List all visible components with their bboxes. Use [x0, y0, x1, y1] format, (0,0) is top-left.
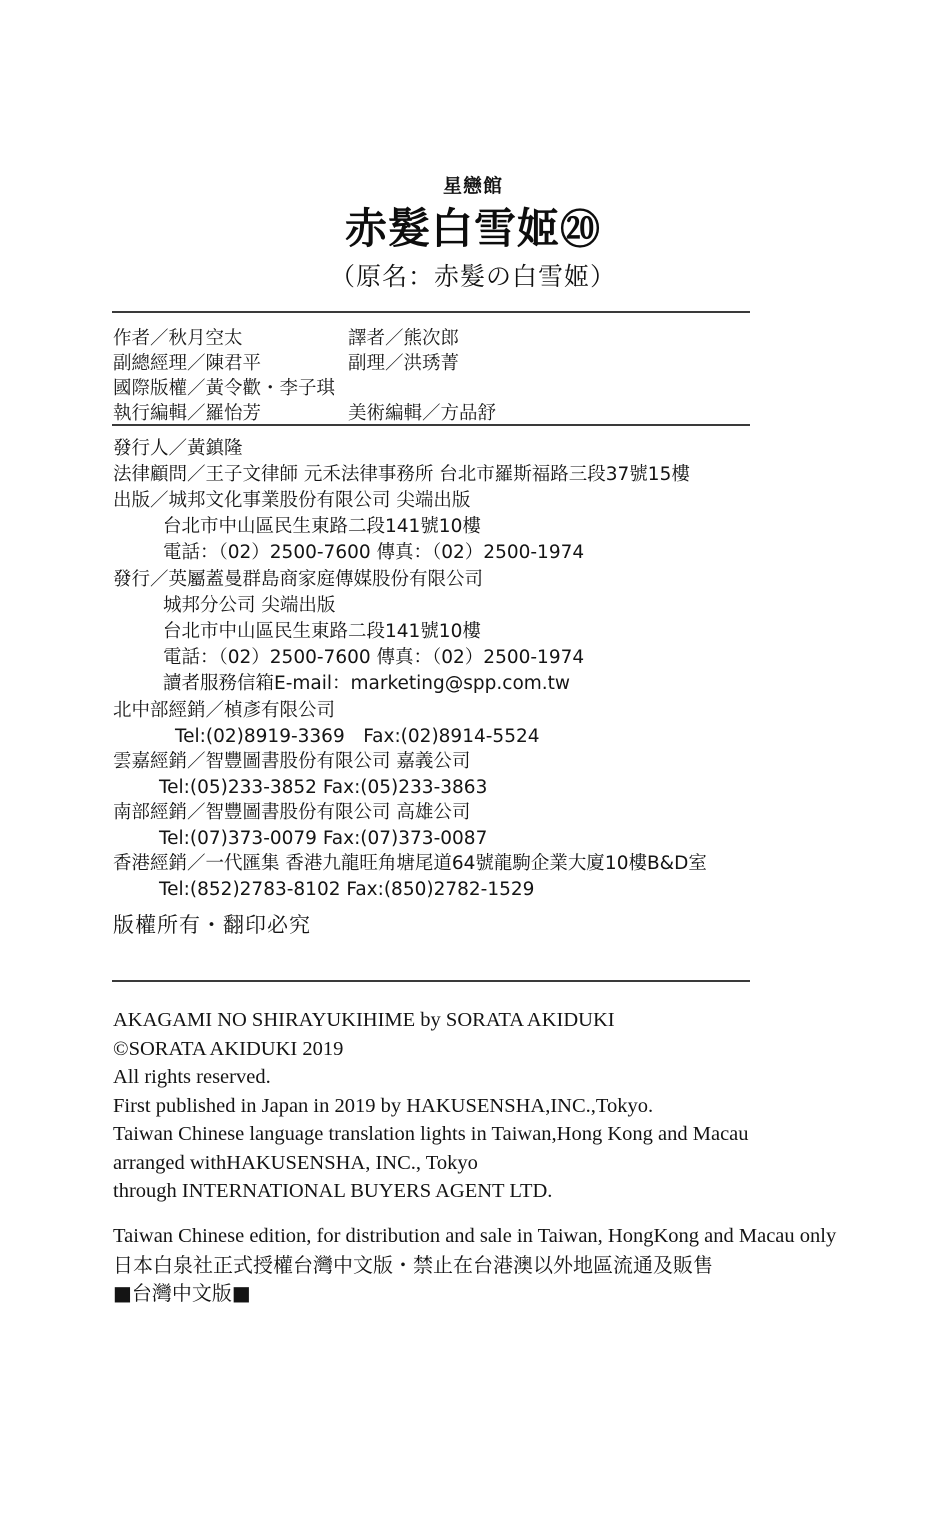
- original-title: （原名：赤髮の白雪姬）: [329, 262, 616, 292]
- imprint-label: 星戀館: [442, 175, 503, 197]
- volume-number: ⑳: [560, 206, 601, 253]
- distributor-phone-fax: 電話：（02）2500-7600 傳真：（02）2500-1974: [163, 647, 585, 668]
- rights-first-published: First published in Japan in 2019 by HAKUSENSHA,INC.,Tokyo.: [113, 1094, 654, 1117]
- credits-row: [113, 401, 496, 426]
- edition-block: [113, 1222, 836, 1308]
- agent-hongkong-contact: Tel:(852)2783-8102 Fax:(850)2782-1529: [159, 878, 535, 900]
- agent-hongkong-name: 香港經銷／一代匯集 香港九龍旺角塘尾道64號龍駒企業大廈10樓B&D室: [113, 853, 707, 874]
- credit-executive-editor: 執行編輯／羅怡芳: [113, 403, 262, 424]
- title-text: 赤髮白雪姬: [344, 203, 560, 253]
- distribution-block: [113, 567, 584, 697]
- agent-yunjia-contact: Tel:(05)233-3852 Fax:(05)233-3863: [159, 776, 488, 798]
- divider-bottom: [112, 980, 750, 982]
- agents-block: [113, 698, 707, 902]
- copyright-notice-block: [113, 913, 311, 938]
- edition-territory-en: Taiwan Chinese edition, for distribution and sale in Taiwan, HongKong and Macau only: [113, 1225, 837, 1247]
- credits-block: [113, 326, 496, 426]
- english-rights-block: [113, 1006, 749, 1206]
- agent-yunjia-name: 雲嘉經銷／智豐圖書股份有限公司 嘉義公司: [113, 751, 471, 772]
- publisher-block: [113, 436, 690, 566]
- edition-mark: ■台灣中文版■: [113, 1281, 251, 1305]
- rights-translation-territory: Taiwan Chinese language translation lights in Taiwan,Hong Kong and Macau: [113, 1123, 749, 1145]
- distributor-branch: 城邦分公司 尖端出版: [163, 595, 336, 616]
- publisher-address: 台北市中山區民生東路二段141號10樓: [163, 516, 481, 537]
- credits-row: [113, 326, 496, 351]
- publisher-company: 出版／城邦文化事業股份有限公司 尖端出版: [113, 490, 471, 511]
- agent-south-name: 南部經銷／智豐圖書股份有限公司 高雄公司: [113, 802, 471, 823]
- credit-translator: 譯者／熊次郎: [348, 328, 460, 349]
- credit-art-editor: 美術編輯／方品舒: [348, 403, 497, 424]
- credit-international-rights: 國際版權／黃令歡・李子琪: [113, 378, 336, 399]
- credit-deputy-gm: 副總經理／陳君平: [113, 353, 262, 374]
- edition-territory-zh: 日本白泉社正式授權台灣中文版・禁止在台港澳以外地區流通及販售: [113, 1252, 713, 1277]
- rights-original-title: AKAGAMI NO SHIRAYUKIHIME by SORATA AKIDUKI: [113, 1009, 615, 1031]
- agent-north-central-contact: Tel:(02)8919-3369 Fax:(02)8914-5524: [175, 725, 540, 747]
- title-block: [0, 176, 946, 292]
- credit-assistant-manager: 副理／洪琇菁: [348, 353, 460, 374]
- copyright-notice-text: 版權所有・翻印必究: [113, 913, 311, 937]
- publisher-issuer: 發行人／黃鎮隆: [113, 438, 243, 459]
- divider-top: [112, 311, 750, 313]
- publisher-phone-fax: 電話：（02）2500-7600 傳真：（02）2500-1974: [163, 542, 585, 563]
- distributor-address: 台北市中山區民生東路二段141號10樓: [163, 621, 481, 642]
- distributor-company: 發行／英屬蓋曼群島商家庭傳媒股份有限公司: [113, 569, 484, 590]
- agent-north-central-name: 北中部經銷／楨彥有限公司: [113, 700, 336, 721]
- rights-through-agent: through INTERNATIONAL BUYERS AGENT LTD.: [113, 1180, 553, 1202]
- rights-copyright: ©SORATA AKIDUKI 2019: [113, 1037, 344, 1060]
- rights-arranged-with: arranged withHAKUSENSHA, INC., Tokyo: [113, 1151, 478, 1174]
- credit-author: 作者／秋月空太: [113, 328, 243, 349]
- page-title: [0, 205, 946, 253]
- publisher-legal-counsel: 法律顧問／王子文律師 元禾法律事務所 台北市羅斯福路三段37號15樓: [113, 464, 690, 485]
- distributor-email: 讀者服務信箱E-mail：marketing@spp.com.tw: [163, 673, 571, 694]
- agent-south-contact: Tel:(07)373-0079 Fax:(07)373-0087: [159, 827, 488, 849]
- credits-row: [113, 351, 496, 376]
- credits-row: [113, 376, 496, 401]
- rights-reserved: All rights reserved.: [113, 1066, 271, 1088]
